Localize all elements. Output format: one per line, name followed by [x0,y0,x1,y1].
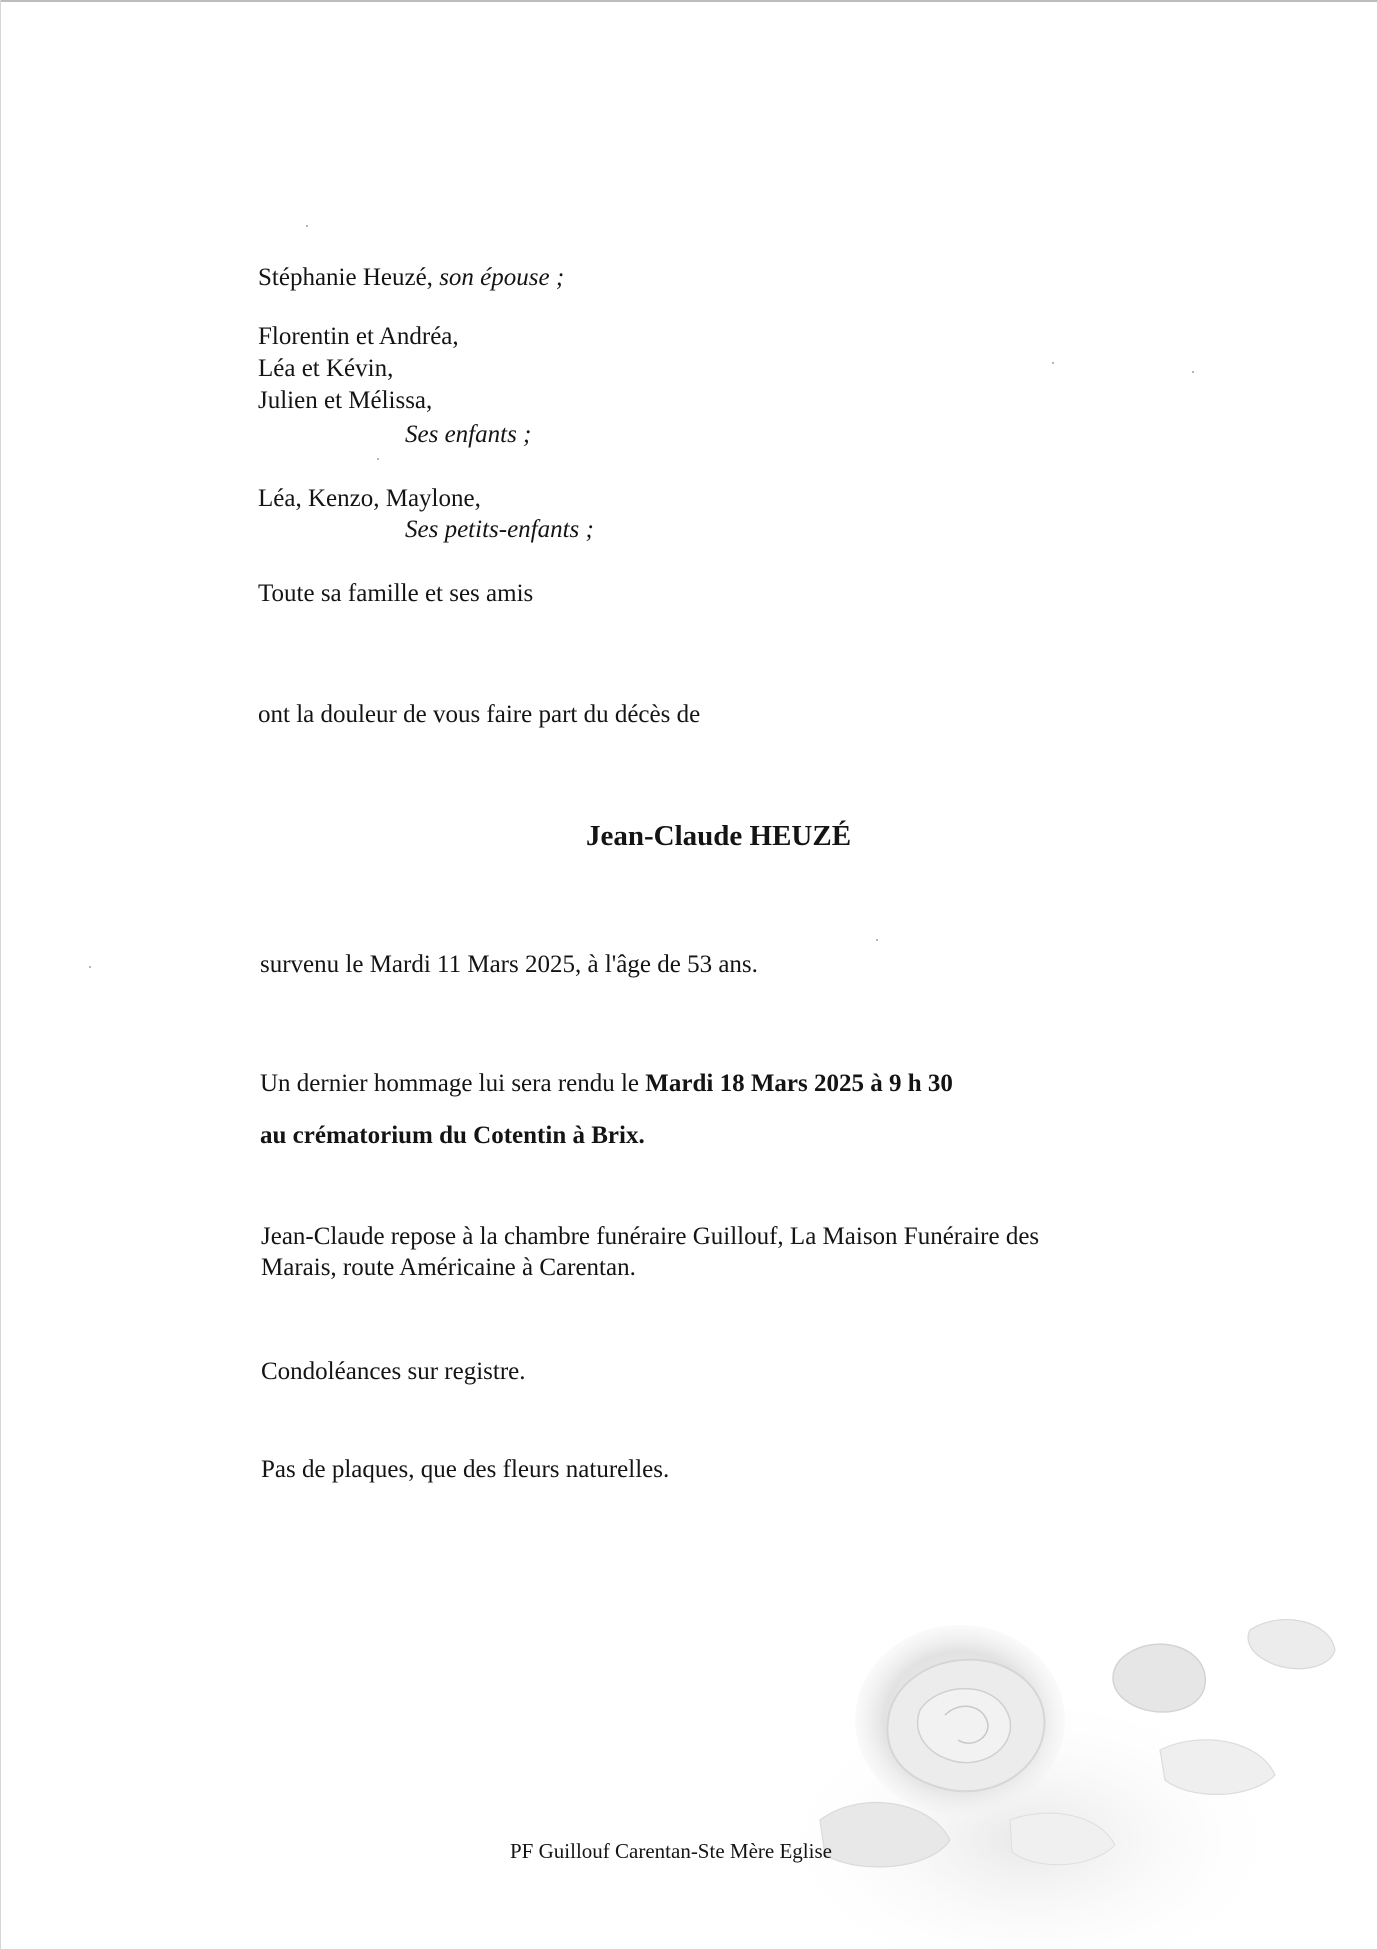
spouse-name: Stéphanie Heuzé, [258,264,433,291]
ceremony-intro: Un dernier hommage lui sera rendu le [260,1070,640,1097]
announcement-text: ont la douleur de vous faire part du décès de [258,701,701,728]
deceased-name: Jean-Claude HEUZÉ [586,820,852,852]
ceremony-line [260,1069,953,1099]
footer-funeral-home: PF Guillouf Carentan-Ste Mère Eglise [510,1839,832,1863]
children-line-3: Julien et Mélissa, [258,387,433,414]
rose-illustration [780,1590,1377,1949]
grandchildren-role: Ses petits-enfants ; [405,516,594,543]
spouse-line [258,263,564,293]
scan-speck [876,939,878,941]
spouse-role: son épouse ; [439,264,565,291]
scan-speck [89,966,91,968]
children-line-2: Léa et Kévin, [258,355,394,382]
scan-speck [1052,362,1054,364]
condolences-text: Condoléances sur registre. [261,1358,526,1385]
page-left-edge [0,0,1,1949]
family-and-friends: Toute sa famille et ses amis [258,580,534,607]
rest-place-line-2: Marais, route Américaine à Carentan. [261,1254,636,1281]
page-top-edge [0,0,1377,2]
grandchildren-line: Léa, Kenzo, Maylone, [258,485,481,512]
scan-speck [377,458,379,460]
death-info: survenu le Mardi 11 Mars 2025, à l'âge de 53 ans. [260,951,758,978]
flowers-text: Pas de plaques, que des fleurs naturelles. [261,1456,670,1483]
ceremony-place: au crématorium du Cotentin à Brix. [260,1122,645,1149]
rest-place-line-1: Jean-Claude repose à la chambre funéraire Guillouf, La Maison Funéraire des [261,1223,1040,1250]
scan-speck [1192,371,1194,373]
ceremony-datetime: Mardi 18 Mars 2025 à 9 h 30 [645,1070,953,1097]
children-role: Ses enfants ; [405,421,532,448]
scan-speck [306,225,308,227]
children-line-1: Florentin et Andréa, [258,323,459,350]
